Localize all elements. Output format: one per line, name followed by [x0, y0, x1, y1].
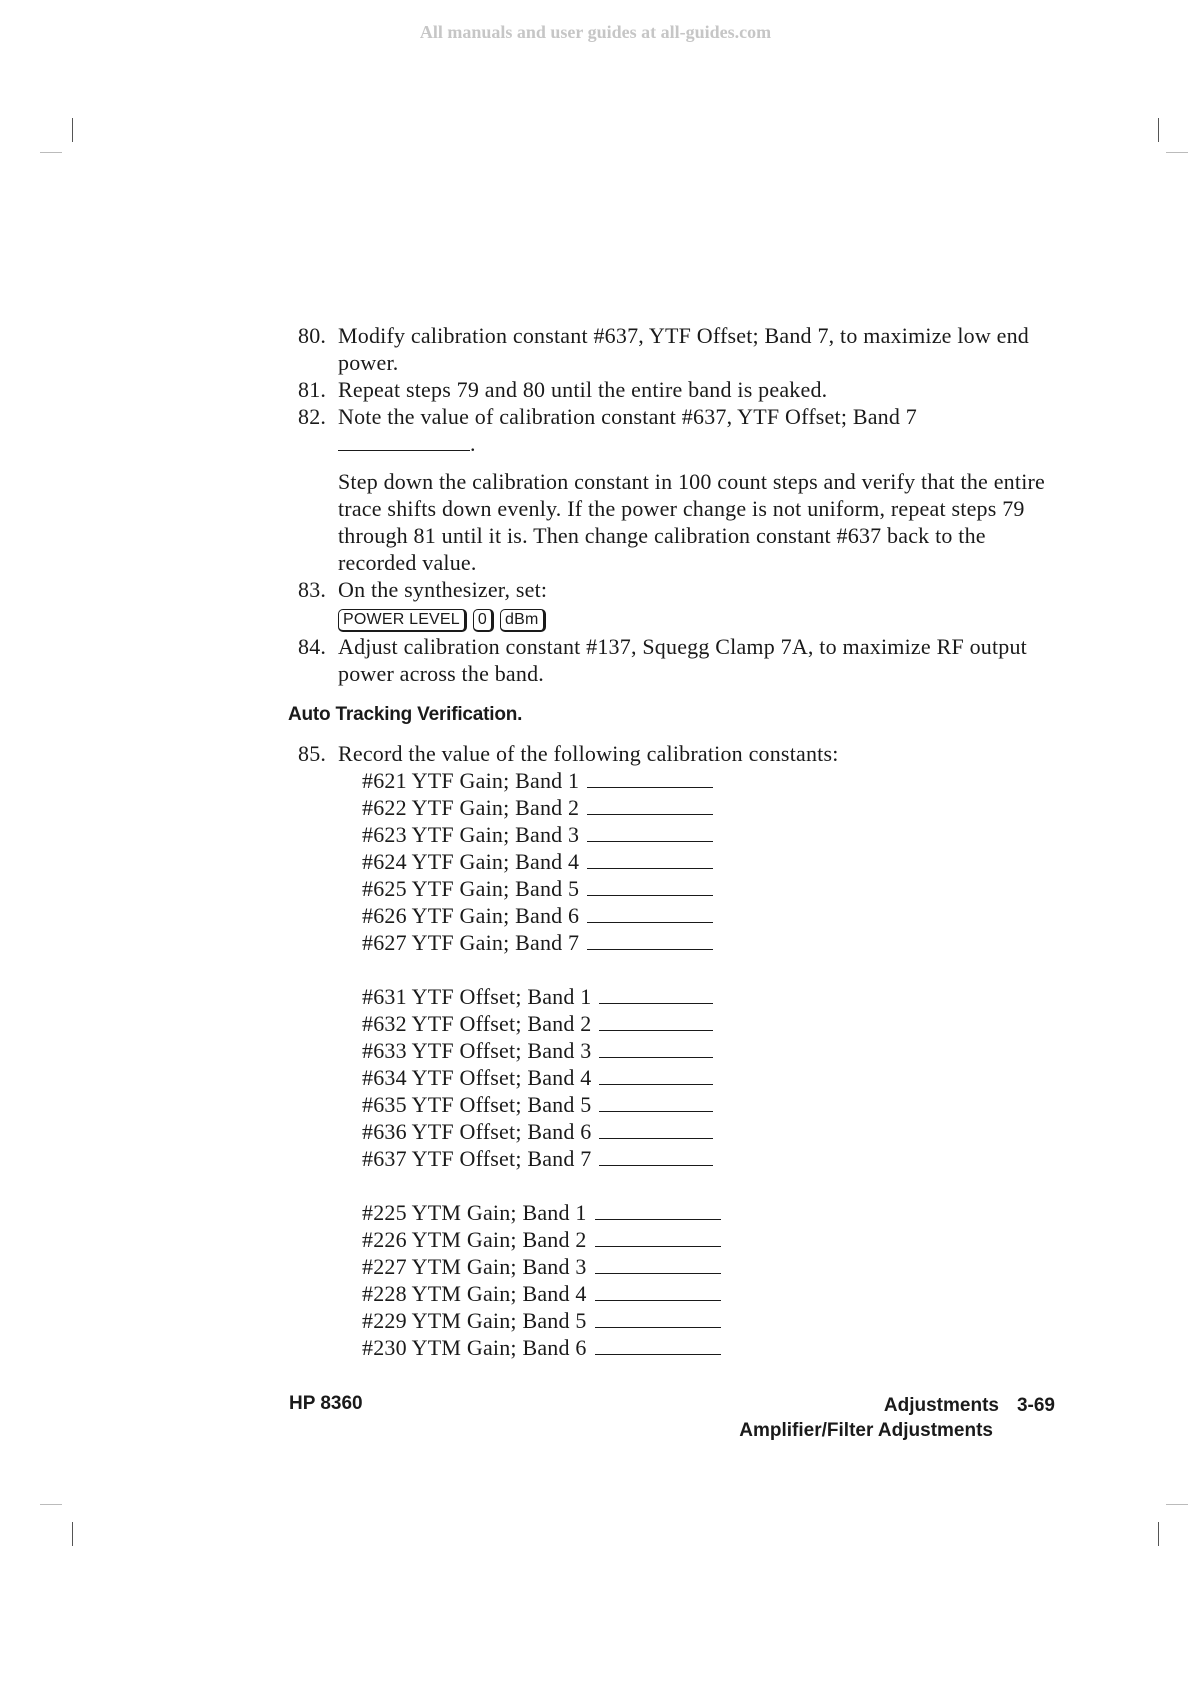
constant-label: #228 YTM Gain; Band 4 [362, 1281, 587, 1306]
step-text: On the synthesizer, set: [338, 577, 548, 602]
step-text: Record the value of the following calibration constants: [338, 741, 839, 766]
constant-row [362, 1280, 1058, 1307]
key-sequence [298, 605, 1058, 633]
constant-label: #634 YTF Offset; Band 4 [362, 1065, 592, 1090]
constant-row [362, 929, 1058, 956]
record-value-blank[interactable] [338, 432, 470, 451]
crop-mark-bottom-left-h [40, 1504, 62, 1505]
page-content [288, 322, 1058, 1361]
record-value-blank[interactable] [587, 768, 713, 788]
section-heading: Auto Tracking Verification. [288, 704, 523, 725]
constant-row [362, 767, 1058, 794]
record-value-blank[interactable] [599, 1011, 713, 1031]
constant-row [362, 875, 1058, 902]
constant-row [362, 1064, 1058, 1091]
crop-mark-bottom-right [1158, 1522, 1159, 1546]
ytf-gain-list [298, 767, 1058, 956]
constant-label: #225 YTM Gain; Band 1 [362, 1200, 587, 1225]
crop-mark-bottom-left [72, 1522, 73, 1546]
step-number: 81. [298, 377, 327, 402]
record-value-blank[interactable] [587, 849, 713, 869]
constant-row [362, 1145, 1058, 1172]
step-81 [298, 376, 1058, 403]
step-82-blank [298, 430, 1058, 457]
constant-label: #623 YTF Gain; Band 3 [362, 822, 580, 847]
step-83 [298, 576, 1058, 603]
record-value-blank[interactable] [599, 984, 713, 1004]
constant-label: #229 YTM Gain; Band 5 [362, 1308, 587, 1333]
step-text: Adjust calibration constant #137, Squegg Clamp 7A, to maximize RF output power across the band. [338, 634, 1027, 686]
footer-section: Amplifier/Filter Adjustments [739, 1420, 993, 1441]
constant-label: #627 YTF Gain; Band 7 [362, 930, 580, 955]
constant-row [362, 902, 1058, 929]
constant-label: #621 YTF Gain; Band 1 [362, 768, 580, 793]
constant-label: #622 YTF Gain; Band 2 [362, 795, 580, 820]
constant-row [362, 821, 1058, 848]
constant-label: #626 YTF Gain; Band 6 [362, 903, 580, 928]
record-value-blank[interactable] [595, 1308, 721, 1328]
zero-key[interactable]: 0 [473, 609, 494, 632]
record-value-blank[interactable] [587, 930, 713, 950]
constant-label: #227 YTM Gain; Band 3 [362, 1254, 587, 1279]
ytm-gain-list [298, 1199, 1058, 1361]
record-value-blank[interactable] [587, 903, 713, 923]
step-text: Modify calibration constant #637, YTF Offset; Band 7, to maximize low end power. [338, 323, 1029, 375]
constant-label: #636 YTF Offset; Band 6 [362, 1119, 592, 1144]
constant-label: #633 YTF Offset; Band 3 [362, 1038, 592, 1063]
record-value-blank[interactable] [599, 1065, 713, 1085]
crop-mark-top-left-h [40, 152, 62, 153]
record-value-blank[interactable] [595, 1254, 721, 1274]
record-value-blank[interactable] [595, 1281, 721, 1301]
constant-label: #631 YTF Offset; Band 1 [362, 984, 592, 1009]
crop-mark-top-left [72, 118, 73, 142]
constant-row [362, 794, 1058, 821]
record-value-blank[interactable] [599, 1038, 713, 1058]
footer-model: HP 8360 [289, 1393, 363, 1414]
constant-label: #226 YTM Gain; Band 2 [362, 1227, 587, 1252]
step-number: 80. [298, 323, 327, 348]
constant-label: #637 YTF Offset; Band 7 [362, 1146, 592, 1171]
constant-label: #632 YTF Offset; Band 2 [362, 1011, 592, 1036]
step-number: 85. [298, 741, 327, 766]
step-85 [298, 740, 1058, 767]
constant-row [362, 1118, 1058, 1145]
constant-label: #230 YTM Gain; Band 6 [362, 1335, 587, 1360]
step-82 [298, 403, 1058, 430]
record-value-blank[interactable] [599, 1146, 713, 1166]
constant-row [362, 1226, 1058, 1253]
record-value-blank[interactable] [595, 1335, 721, 1355]
constant-row [362, 1334, 1058, 1361]
record-value-blank[interactable] [599, 1092, 713, 1112]
constant-row [362, 848, 1058, 875]
record-value-blank[interactable] [595, 1200, 721, 1220]
footer-chapter: Adjustments [883, 1395, 999, 1416]
constant-row [362, 1307, 1058, 1334]
step-80 [298, 322, 1058, 376]
constant-label: #624 YTF Gain; Band 4 [362, 849, 580, 874]
constant-label: #625 YTF Gain; Band 5 [362, 876, 580, 901]
step-text: Repeat steps 79 and 80 until the entire band is peaked. [338, 377, 828, 402]
constant-row [362, 1010, 1058, 1037]
record-value-blank[interactable] [587, 822, 713, 842]
crop-mark-top-right [1158, 118, 1159, 142]
constant-row [362, 983, 1058, 1010]
constant-row [362, 1091, 1058, 1118]
constant-row [362, 1253, 1058, 1280]
step-number: 82. [298, 404, 327, 429]
record-value-blank[interactable] [587, 876, 713, 896]
constant-label: #635 YTF Offset; Band 5 [362, 1092, 592, 1117]
constant-row [362, 1199, 1058, 1226]
step-number: 83. [298, 577, 327, 602]
blank-suffix: . [470, 431, 476, 456]
constant-row [362, 1037, 1058, 1064]
page-number: 3-69 [1016, 1395, 1055, 1416]
crop-mark-bottom-right-h [1166, 1504, 1188, 1505]
record-value-blank[interactable] [599, 1119, 713, 1139]
step-number: 84. [298, 634, 327, 659]
footer-right [739, 1393, 1055, 1443]
step-82-paragraph: Step down the calibration constant in 100 count steps and verify that the entire trace shifts down evenly. If the power change is not uniform, repeat steps 79 through 81 until it is. Then change calibration constant #637 back to the recorded value. [338, 469, 1045, 575]
step-text: Note the value of calibration constant #637, YTF Offset; Band 7 [338, 404, 917, 429]
step-84 [298, 633, 1058, 687]
record-value-blank[interactable] [595, 1227, 721, 1247]
ytf-offset-list [298, 983, 1058, 1172]
dbm-key[interactable]: dBm [500, 609, 546, 632]
watermark: All manuals and user guides at all-guides.com [419, 22, 772, 42]
record-value-blank[interactable] [587, 795, 713, 815]
power-level-key[interactable]: POWER LEVEL [338, 609, 467, 632]
crop-mark-top-right-h [1166, 152, 1188, 153]
